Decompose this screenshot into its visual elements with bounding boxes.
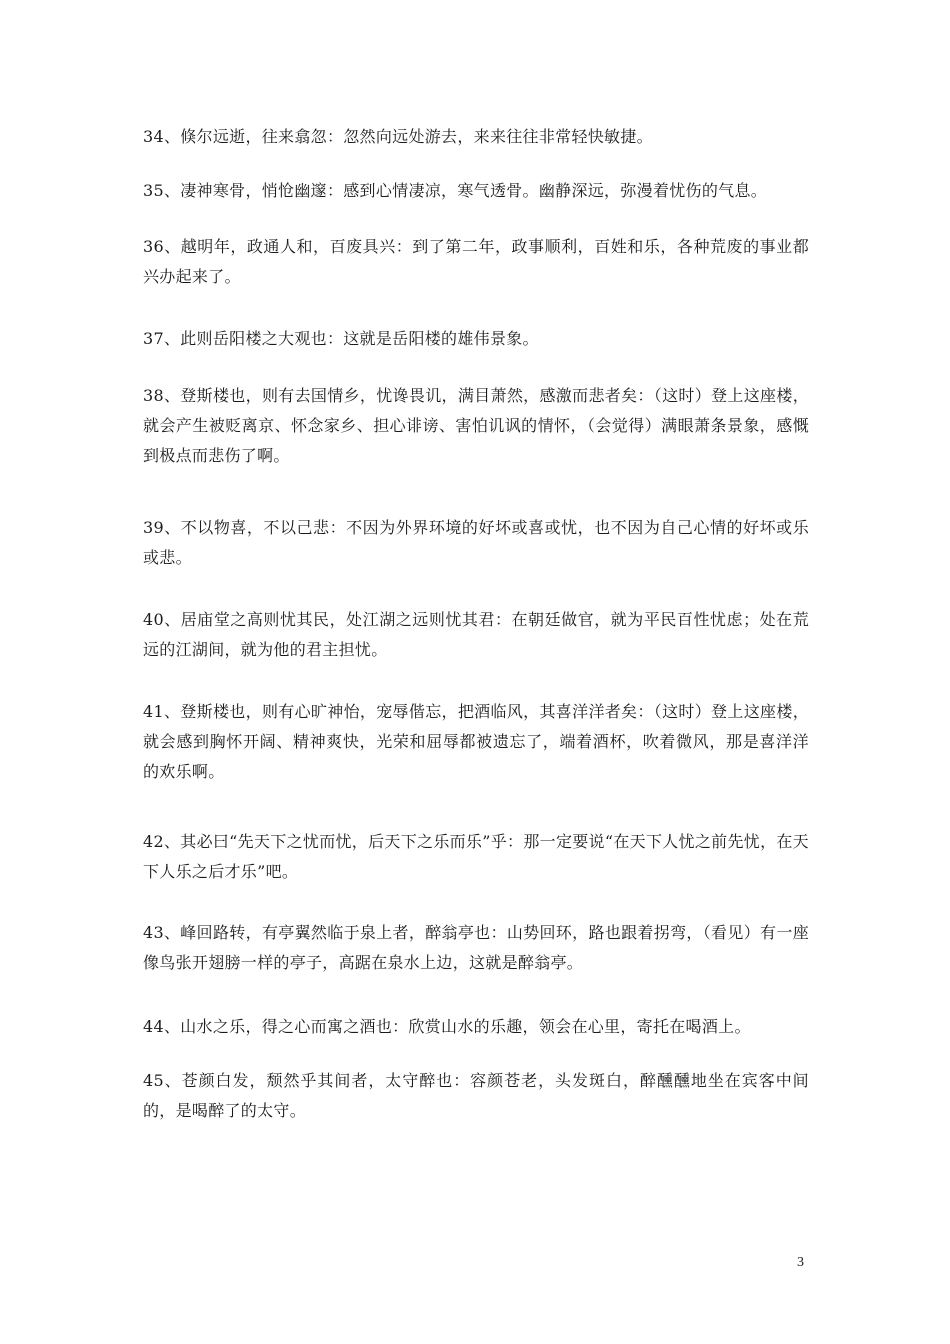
paragraph-item-43: 43、峰回路转，有亭翼然临于泉上者，醉翁亭也：山势回环，路也跟着拐弯，（看见）有一座像鸟张开翅膀一样的亭子，高踞在泉水上边，这就是醉翁亭。 xyxy=(143,923,809,972)
paragraph-item-40: 40、居庙堂之高则忧其民，处江湖之远则忧其君：在朝廷做官，就为平民百性忧虑；处在荒远的江湖间，就为他的君主担忧。 xyxy=(143,610,809,659)
paragraph-item-39: 39、不以物喜，不以己悲：不因为外界环境的好坏或喜或忧，也不因为自己心情的好坏或乐或悲。 xyxy=(143,518,809,567)
page-number: 3 xyxy=(797,1255,804,1270)
paragraph-item-42: 42、其必曰“先天下之忧而忧，后天下之乐而乐”乎：那一定要说“在天下人忧之前先忧，在天下人乐之后才乐”吧。 xyxy=(143,832,809,881)
paragraph-item-44: 44、山水之乐，得之心而寓之酒也：欣赏山水的乐趣，领会在心里，寄托在喝酒上。 xyxy=(143,1017,751,1036)
paragraph-item-38: 38、登斯楼也，则有去国情乡，忧谗畏讥，满目萧然，感激而悲者矣：（这时）登上这座楼，就会产生被贬离京、怀念家乡、担心诽谤、害怕讥讽的情怀，（会觉得）满眼萧条景象，感慨到极点而悲伤了啊。 xyxy=(143,386,809,465)
paragraph-item-45: 45、苍颜白发，颓然乎其间者，太守醉也：容颜苍老，头发斑白，醉醺醺地坐在宾客中间的，是喝醉了的太守。 xyxy=(143,1071,809,1120)
paragraph-item-37: 37、此则岳阳楼之大观也：这就是岳阳楼的雄伟景象。 xyxy=(143,329,539,348)
document-page xyxy=(143,0,809,1344)
paragraph-item-36: 36、越明年，政通人和，百废具兴：到了第二年，政事顺利，百姓和乐，各种荒废的事业都兴办起来了。 xyxy=(143,237,809,286)
paragraph-item-41: 41、登斯楼也，则有心旷神怡，宠辱偕忘，把酒临风，其喜洋洋者矣：（这时）登上这座楼，就会感到胸怀开阔、精神爽快，光荣和屈辱都被遗忘了，端着酒杯，吹着微风，那是喜洋洋的欢乐啊。 xyxy=(143,702,809,781)
paragraph-item-35: 35、凄神寒骨，悄怆幽邃：感到心情凄凉，寒气透骨。幽静深远，弥漫着忧伤的气息。 xyxy=(143,181,768,200)
paragraph-item-34: 34、倏尔远逝，往来翕忽：忽然向远处游去，来来往往非常轻快敏捷。 xyxy=(143,127,653,146)
